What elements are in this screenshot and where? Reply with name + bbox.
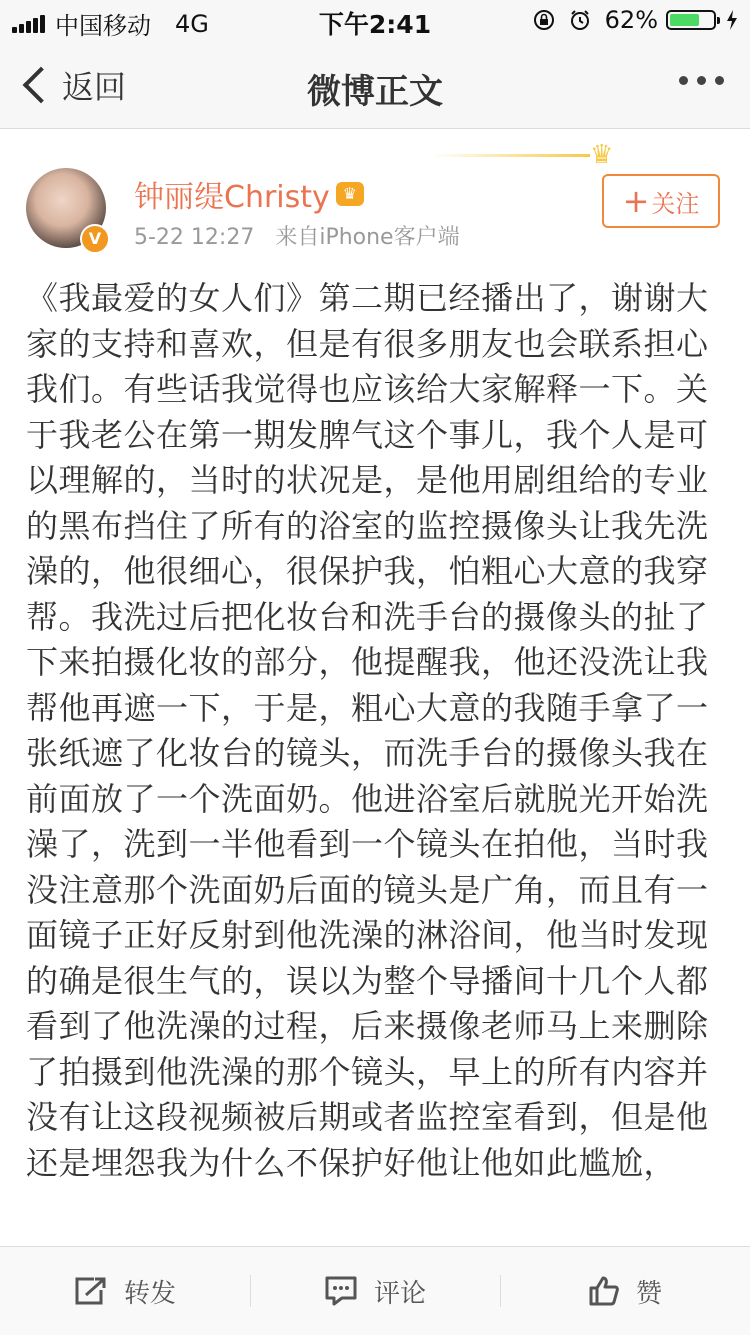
author-name[interactable]: 钟丽缇Christy — [134, 180, 330, 215]
follow-label: 关注 — [651, 189, 700, 218]
post-text — [26, 276, 716, 1186]
more-icon[interactable] — [670, 76, 724, 85]
post-date: 5-22 12:27 — [134, 225, 255, 250]
repost-label: 转发 — [123, 1278, 176, 1309]
verified-badge-icon: V — [80, 224, 110, 254]
plus-icon: + — [622, 182, 650, 220]
nav-bar — [0, 40, 750, 129]
carrier-name: 中国移动 — [55, 12, 151, 40]
status-time: 下午2:41 — [318, 10, 432, 39]
charging-icon — [726, 10, 738, 30]
underlined-segment: 关于我老公在第一期发脾气这个事儿，我个人是可以理解的 — [26, 370, 709, 499]
battery-icon — [666, 10, 716, 30]
repost-button[interactable] — [0, 1247, 250, 1335]
like-icon — [588, 1275, 620, 1307]
comment-button[interactable] — [250, 1247, 500, 1335]
battery-percent: 62% — [604, 6, 658, 34]
repost-icon — [74, 1276, 108, 1306]
bottom-toolbar — [0, 1246, 750, 1335]
vip-crown-icon: ♛ — [336, 182, 364, 206]
comment-icon — [324, 1275, 358, 1307]
status-bar — [0, 0, 750, 40]
decor-line — [430, 154, 590, 157]
network-type: 4G — [175, 9, 209, 38]
follow-button[interactable] — [602, 174, 720, 228]
author-name-row[interactable] — [134, 172, 364, 216]
page-title: 微博正文 — [307, 72, 443, 112]
status-right — [533, 6, 738, 34]
post-source: 来自iPhone客户端 — [275, 225, 460, 250]
post-meta — [134, 220, 460, 251]
comment-label: 评论 — [373, 1278, 426, 1309]
post-segment: 《我最爱的女人们》第二期已经播出了，谢谢大家的支持和喜欢，但是有很多朋友也会联系担心我们。有些话我觉得也应该给大家解释一下。 — [26, 279, 709, 408]
like-label: 赞 — [635, 1278, 662, 1309]
like-button[interactable] — [500, 1247, 750, 1335]
back-label: 返回 — [62, 68, 127, 106]
crown-decor-icon: ♛ — [590, 140, 614, 170]
alarm-icon — [569, 9, 591, 31]
post-segment: ，当时的状况是，是他用剧组给的专业的黑布挡住了所有的浴室的监控摄像头让我先洗澡的，他很细心，很保护我，怕粗心大意的我穿帮。我洗过后把化妆台和洗手台的摄像头的扯了下来拍摄化妆的部分，他提醒我，他还没洗让我帮他再遮一下，于是，粗心大意的我随手拿了一张纸遮了化妆台的镜头，而洗手台的摄像头我在前面放了一个洗面奶。他进浴室后就脱光开始洗澡了，洗到一半他看到一个镜头在拍他，当时我没注意那个洗面奶后面的镜头是广角，而且有一面镜子正好反射到他洗澡的淋浴间，他当时发现的确是很生气的，误以为整个导播间十几个人都看到了他洗澡的过程，后来摄像老师马上来删除了拍摄到他洗澡的那个镜头，早上的所有内容并没有让这段视频被后期或者监控室看到，但是他还是埋怨我为什么不保护好他让他如此尴尬， — [26, 461, 709, 1182]
lock-rotation-icon — [533, 9, 555, 31]
